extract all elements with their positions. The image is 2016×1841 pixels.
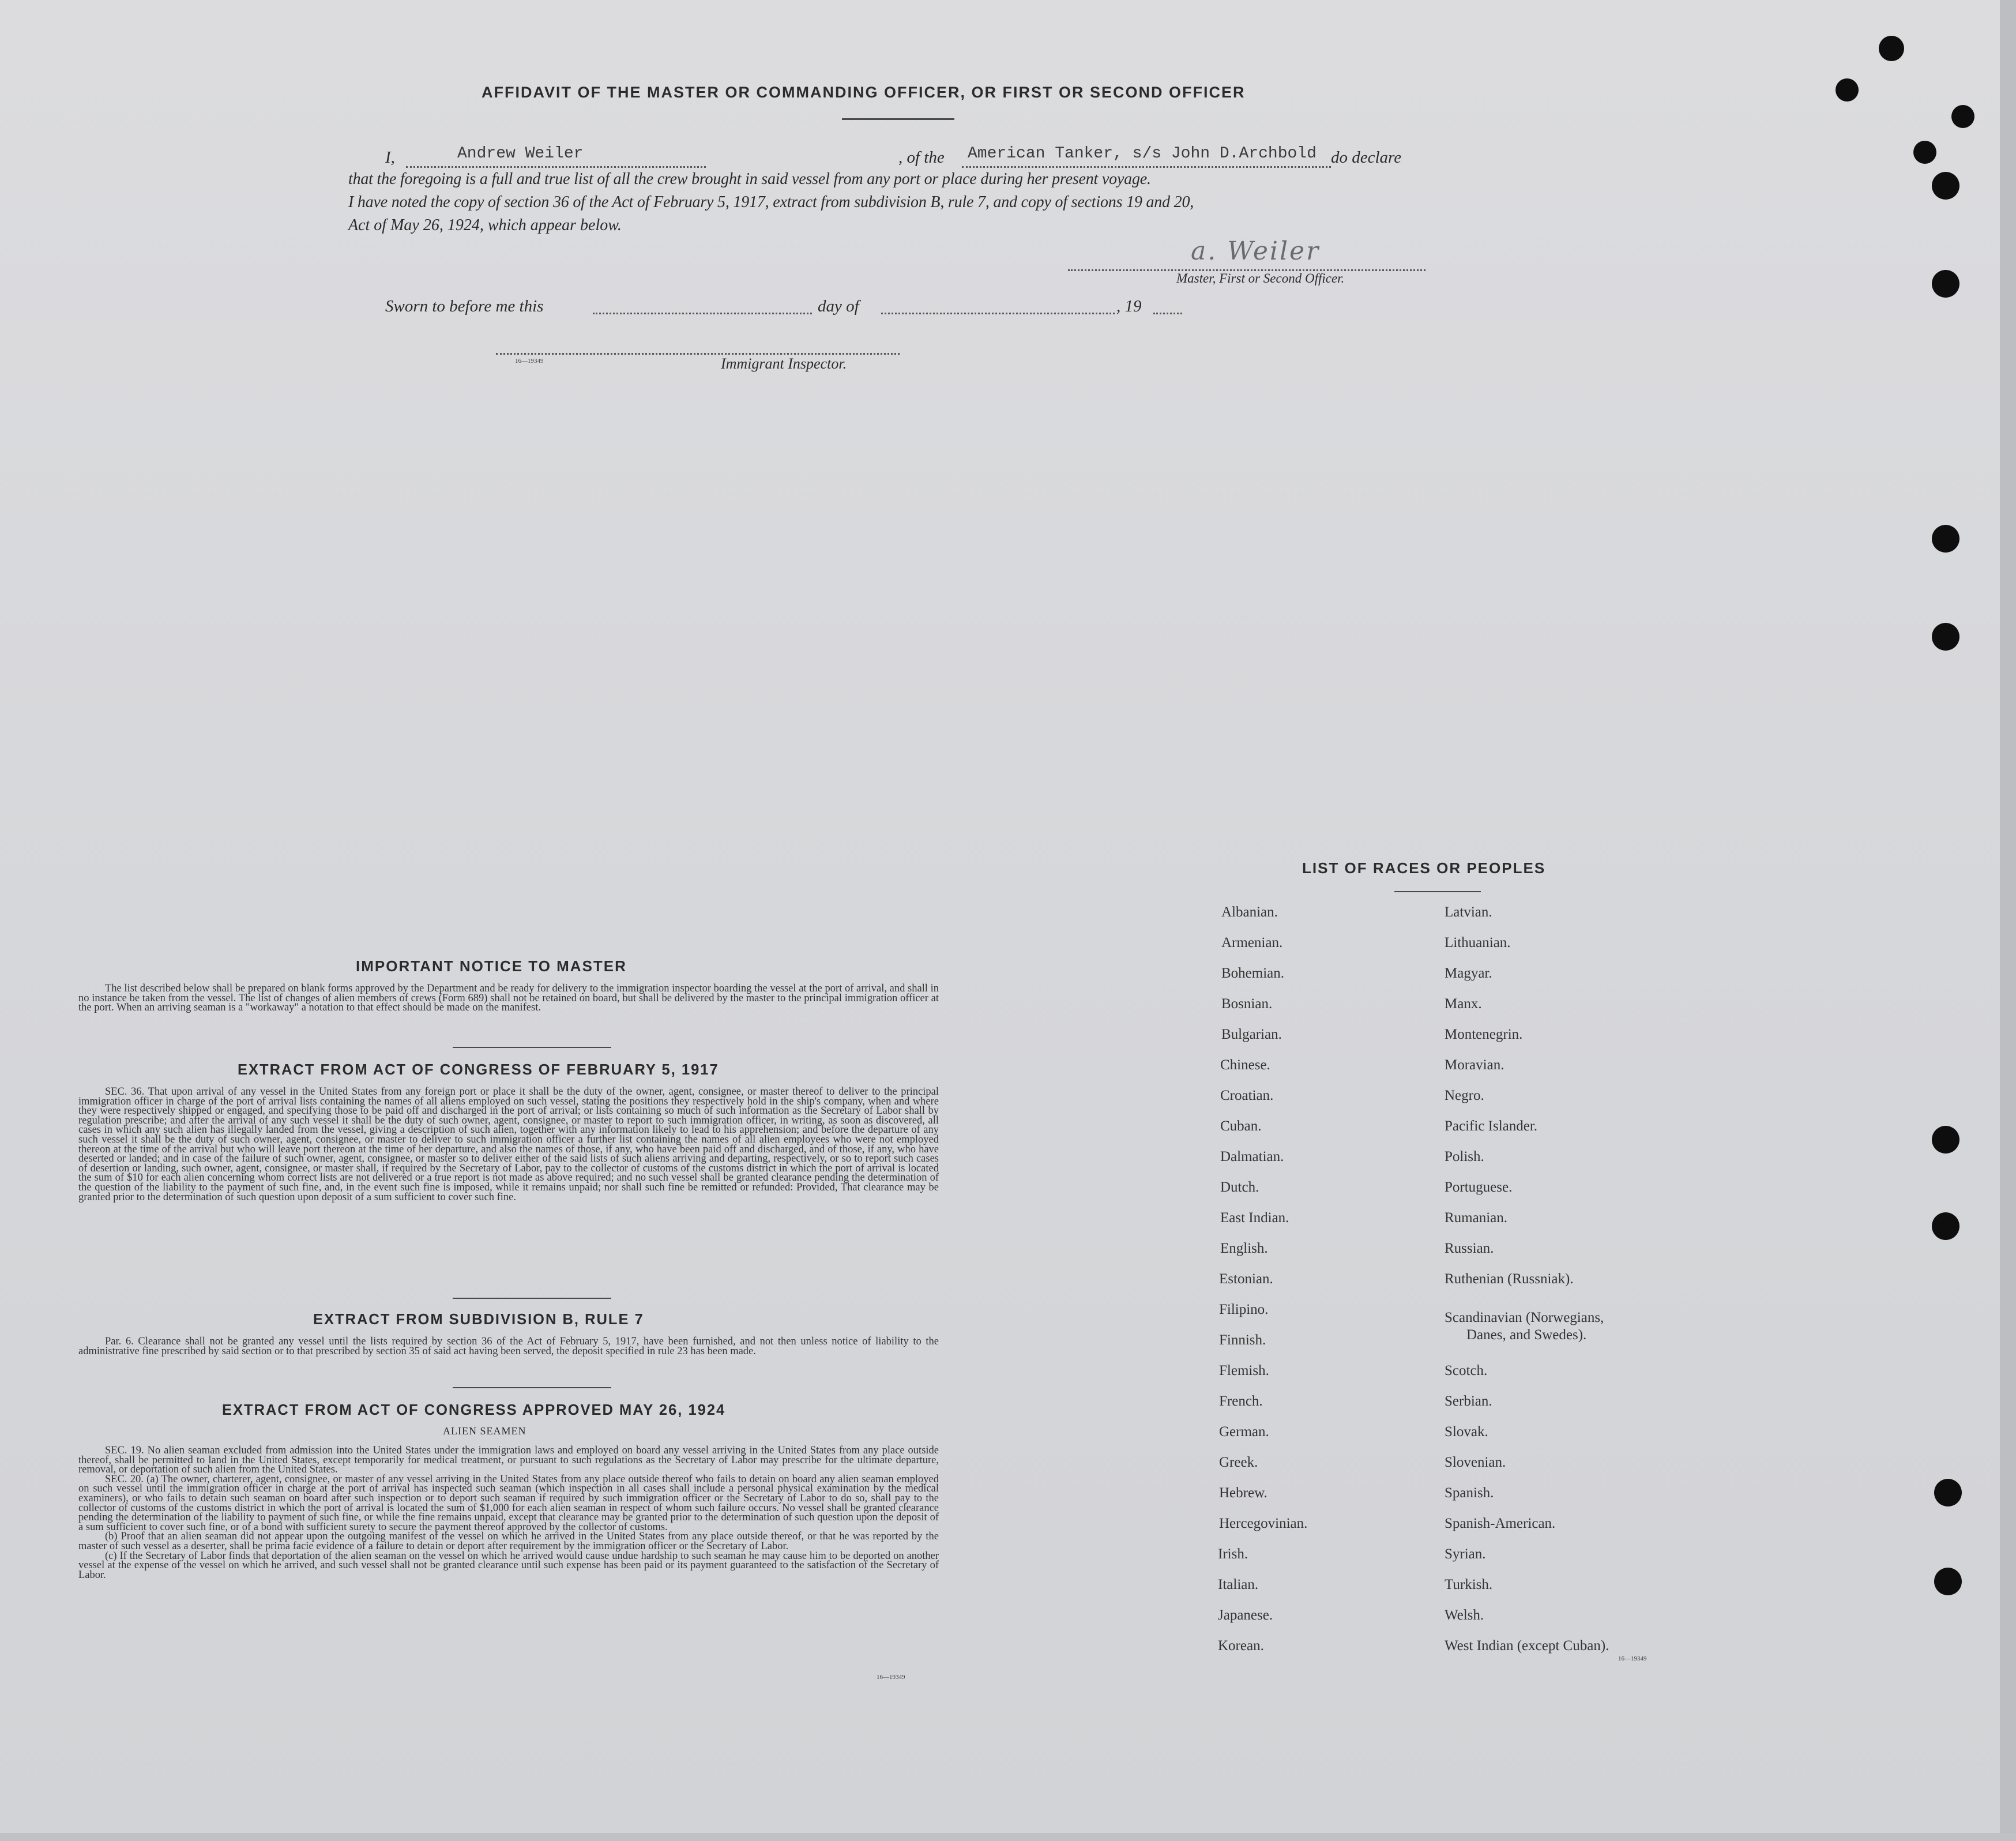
race-item: Danes, and Swedes). — [1466, 1327, 1587, 1343]
race-item: West Indian (except Cuban). — [1445, 1638, 1609, 1654]
race-item: Portuguese. — [1445, 1179, 1513, 1195]
affidavit-form-number: 16—19349 — [515, 358, 544, 365]
sec-19-paragraph: SEC. 19. No alien seaman excluded from admission into the United States under the immigration laws and employed on board any vessel arriving in the United States from any place outside thereof, shall be permitted to land in the United States, except temporarily for medical treatment, or pursuant to such regulations as the Secretary of Labor may prescribe for the ultimate departure, removal, or deportation of such alien from the United States. — [78, 1445, 939, 1476]
race-item: Armenian. — [1221, 935, 1283, 950]
master-name-dotted-line — [406, 166, 706, 168]
race-item: Moravian. — [1445, 1057, 1505, 1073]
race-item: Italian. — [1218, 1577, 1259, 1592]
race-item: Latvian. — [1445, 904, 1492, 920]
race-item: East Indian. — [1220, 1210, 1289, 1226]
sec-20a-paragraph: SEC. 20. (a) The owner, charterer, agent, consignee, or master of any vessel arriving in the United States from any place outside thereof who fails to detain on board any alien seaman employed on such vessel until the immigration officer in charge at the port of arrival has inspected such seaman (which inspection in all cases shall include a personal physical examination by the medical examiners), or who fails to detain such seaman on board after such inspection or to deport such seaman if required by such immigration officer or the Secretary of Labor to do so, shall pay to the collector of customs of the customs district in which the port of arrival is located the sum of $1,000 for each alien seaman in respect of whom such failure occurs. No vessel shall be granted clearance pending the determination of the liability to payment of such fine, or while the fine remains unpaid, except that clearance may be granted prior to the determination of such question upon the deposit of a sum sufficient to cover such fine, or of a bond with sufficient surety to secure the payment thereof approved by the collector of customs. — [78, 1473, 939, 1533]
vessel-name-field: American Tanker, s/s John D.Archbold — [968, 145, 1317, 163]
race-item: Serbian. — [1445, 1393, 1492, 1409]
affidavit-line-3: I have noted the copy of section 36 of the Act of February 5, 1917, extract from subdivision B, rule 7, and copy of sections 19 and 20, — [348, 193, 1194, 211]
inspector-dotted-line — [496, 353, 900, 355]
race-item: Polish. — [1445, 1149, 1484, 1164]
race-item: Lithuanian. — [1445, 935, 1511, 950]
race-item: Hebrew. — [1219, 1485, 1267, 1501]
race-item: Greek. — [1219, 1455, 1258, 1470]
race-item: Russian. — [1445, 1241, 1494, 1256]
race-item: Manx. — [1445, 996, 1482, 1012]
race-item: Flemish. — [1219, 1363, 1269, 1378]
race-item: Albanian. — [1221, 904, 1278, 920]
extract-1924-subtitle: ALIEN SEAMEN — [443, 1425, 526, 1437]
sworn-day-dotted-line — [593, 313, 812, 314]
affidavit-do-declare: do declare — [1331, 148, 1402, 167]
race-item: French. — [1219, 1393, 1263, 1409]
race-item: Spanish. — [1445, 1485, 1494, 1501]
race-item: Estonian. — [1219, 1271, 1273, 1287]
races-form-number: 16—19349 — [1618, 1655, 1647, 1662]
sworn-year-dotted-line — [1153, 313, 1182, 314]
affidavit-of-the: , of the — [898, 148, 945, 167]
race-item: Ruthenian (Russniak). — [1445, 1271, 1574, 1287]
race-item: Cuban. — [1220, 1118, 1262, 1134]
master-name-field: Andrew Weiler — [457, 145, 584, 163]
sec-20c-paragraph: (c) If the Secretary of Labor finds that deportation of the alien seaman on the vessel on which he arrived would cause undue hardship to such seaman he may cause him to be deported on another vessel at the expense of the vessel on which he arrived, and such vessel shall not be granted clearance until such expense has been paid or its payment guaranteed to the satisfaction of the Secretary of Labor. — [78, 1550, 939, 1581]
affidavit-title: AFFIDAVIT OF THE MASTER OR COMMANDING OFFICER, OR FIRST OR SECOND OFFICER — [482, 84, 1246, 101]
sec-20b-paragraph: (b) Proof that an alien seaman did not appear upon the outgoing manifest of the vessel on which he arrived in the United States from any place outside thereof, or that he was reported by the master of such vessel as a deserter, shall be prima facie evidence of a failure to detain or deport after requirement by the immigration officer or the Secretary of Labor. — [78, 1531, 939, 1552]
page-bottom-edge — [0, 1833, 2016, 1841]
race-item: Chinese. — [1220, 1057, 1270, 1073]
race-item: German. — [1219, 1424, 1269, 1440]
affidavit-title-rule — [842, 118, 954, 120]
affidavit-line-4: Act of May 26, 1924, which appear below. — [348, 216, 622, 234]
race-item: Spanish-American. — [1445, 1516, 1556, 1531]
extract-1924-body — [78, 1446, 939, 1580]
punch-hole — [1913, 141, 1936, 164]
extract-1917-title: EXTRACT FROM ACT OF CONGRESS OF FEBRUARY 5, 1917 — [238, 1062, 719, 1078]
notice-rule — [453, 1047, 611, 1048]
punch-hole — [1932, 525, 1959, 553]
race-item: Finnish. — [1219, 1332, 1266, 1348]
race-item: Pacific Islander. — [1445, 1118, 1538, 1134]
races-right-column — [1445, 904, 1716, 1666]
extract-rule7-rule — [453, 1387, 611, 1388]
punch-hole — [1836, 78, 1859, 102]
race-item: Bulgarian. — [1221, 1027, 1282, 1042]
race-item: English. — [1220, 1241, 1268, 1256]
race-item: Montenegrin. — [1445, 1027, 1523, 1042]
page-right-edge — [2000, 0, 2016, 1841]
punch-hole — [1932, 172, 1959, 200]
extract-1924-title: EXTRACT FROM ACT OF CONGRESS APPROVED MAY 26, 1924 — [222, 1402, 726, 1418]
extract-1917-body: SEC. 36. That upon arrival of any vessel in the United States from any foreign port or place it shall be the duty of the owner, agent, consignee, or master thereof to deliver to the principal immigration officer in charge of the port of arrival lists containing the names of all aliens employed on such vessel, stating the positions they respectively hold in the ship's company, when and where they were respectively shipped or engaged, and specifying those to be paid off and discharged in the port of arrival; or lists containing so much of such information as the Secretary of Labor shall by regulation prescribe; and after the arrival of any such vessel it shall be the duty of such owner, agent, consignee, or master to report to such immigration officer, in writing, as soon as discovered, all cases in which any such alien has illegally landed from the vessel, giving a description of such alien, together with any information likely to lead to his apprehension; and before the departure of any such vessel it shall be the duty of such owner, agent, consignee, or master to deliver to such immigration officer a further list containing the names of all alien employees who were not employed thereon at the time of the arrival but who will leave port thereon at the time of her departure, and also the names of those, if any, who have been paid off and discharged, and of those, if any, who have deserted or landed; and in case of the failure of such owner, agent, consignee, or master so to deliver either of the said lists of such aliens arriving and departing, respectively, or so to report such cases of desertion or landing, such owner, agent, consignee, or master shall, if required by the Secretary of Labor, pay to the collector of customs of the customs district in which the port of arrival is located the sum of $10 for each alien concerning whom correct lists are not delivered or a true report is not made as above required; and no such vessel shall be granted clearance pending the determination of the question of the liability to the payment of such fine, and, in the event such fine is imposed, while it remains unpaid; nor shall such fine be remitted or refunded: Provided, That clearance may be granted prior to the determination of such question upon deposit of a sum sufficient to cover such fine. — [78, 1086, 939, 1203]
race-item: Filipino. — [1219, 1302, 1269, 1317]
extract-rule7-title: EXTRACT FROM SUBDIVISION B, RULE 7 — [313, 1312, 644, 1328]
vessel-dotted-line — [962, 166, 1331, 168]
year-label: , 19 — [1116, 297, 1142, 315]
punch-hole — [1879, 36, 1904, 61]
race-item: Croatian. — [1220, 1088, 1274, 1103]
race-item: Scandinavian (Norwegians, — [1445, 1310, 1604, 1325]
notice-title: IMPORTANT NOTICE TO MASTER — [356, 957, 627, 975]
sworn-line — [385, 297, 1193, 320]
signature-caption: Master, First or Second Officer. — [1176, 271, 1345, 285]
race-item: Bosnian. — [1221, 996, 1273, 1012]
races-title-rule — [1394, 891, 1481, 892]
race-item: Irish. — [1218, 1546, 1248, 1562]
punch-hole — [1932, 1212, 1959, 1240]
affidavit-line-1 — [385, 147, 1452, 170]
extract-rule7-body: Par. 6. Clearance shall not be granted any vessel until the lists required by section 36 of the Act of February 5, 1917, have been furnished, and not then unless notice of liability to the administrative fine prescribed by said section or to that prescribed by section 35 of said act having been served, the deposit specified in rule 23 has been made. — [78, 1336, 939, 1357]
race-item: Japanese. — [1218, 1607, 1273, 1623]
inspector-caption: Immigrant Inspector. — [721, 355, 847, 372]
race-item: Korean. — [1218, 1638, 1264, 1654]
master-signature: a. Weiler — [1191, 236, 1321, 266]
punch-hole — [1951, 105, 1974, 128]
race-item: Hercegovinian. — [1219, 1516, 1308, 1531]
sworn-label: Sworn to before me this — [385, 297, 544, 315]
race-item: Negro. — [1445, 1088, 1484, 1103]
race-item: Bohemian. — [1221, 965, 1285, 981]
race-item: Rumanian. — [1445, 1210, 1508, 1226]
race-item: Dalmatian. — [1220, 1149, 1284, 1164]
race-item: Syrian. — [1445, 1546, 1486, 1562]
race-item: Magyar. — [1445, 965, 1492, 981]
affidavit-prefix: I, — [385, 148, 395, 167]
extract-form-number: 16—19349 — [877, 1674, 905, 1681]
notice-body: The list described below shall be prepared on blank forms approved by the Department and be ready for delivery to the immigration inspector boarding the vessel at the port of arrival, and shall in no instance be taken from the vessel. The list of changes of alien members of crews (Form 689) shall not be retained on board, but shall be delivered by the master to the principal immigration officer at the port. When an arriving seaman is a "workaway" a notation to that effect should be made on the manifest. — [78, 983, 939, 1014]
punch-hole — [1934, 1479, 1962, 1506]
race-item: Turkish. — [1445, 1577, 1493, 1592]
punch-hole — [1934, 1568, 1962, 1595]
races-title: LIST OF RACES OR PEOPLES — [1302, 859, 1546, 877]
punch-hole — [1932, 623, 1959, 651]
punch-hole — [1932, 1126, 1959, 1154]
affidavit-line-2: that the foregoing is a full and true list of all the crew brought in said vessel from any port or place during her present voyage. — [348, 170, 1151, 188]
extract-1917-rule — [453, 1298, 611, 1299]
race-item: Welsh. — [1445, 1607, 1484, 1623]
sworn-month-dotted-line — [881, 313, 1115, 314]
race-item: Slovenian. — [1445, 1455, 1506, 1470]
race-item: Dutch. — [1220, 1179, 1259, 1195]
race-item: Scotch. — [1445, 1363, 1488, 1378]
punch-hole — [1932, 270, 1959, 298]
races-left-column — [1217, 904, 1436, 1666]
race-item: Slovak. — [1445, 1424, 1488, 1440]
day-of-label: day of — [818, 297, 859, 315]
